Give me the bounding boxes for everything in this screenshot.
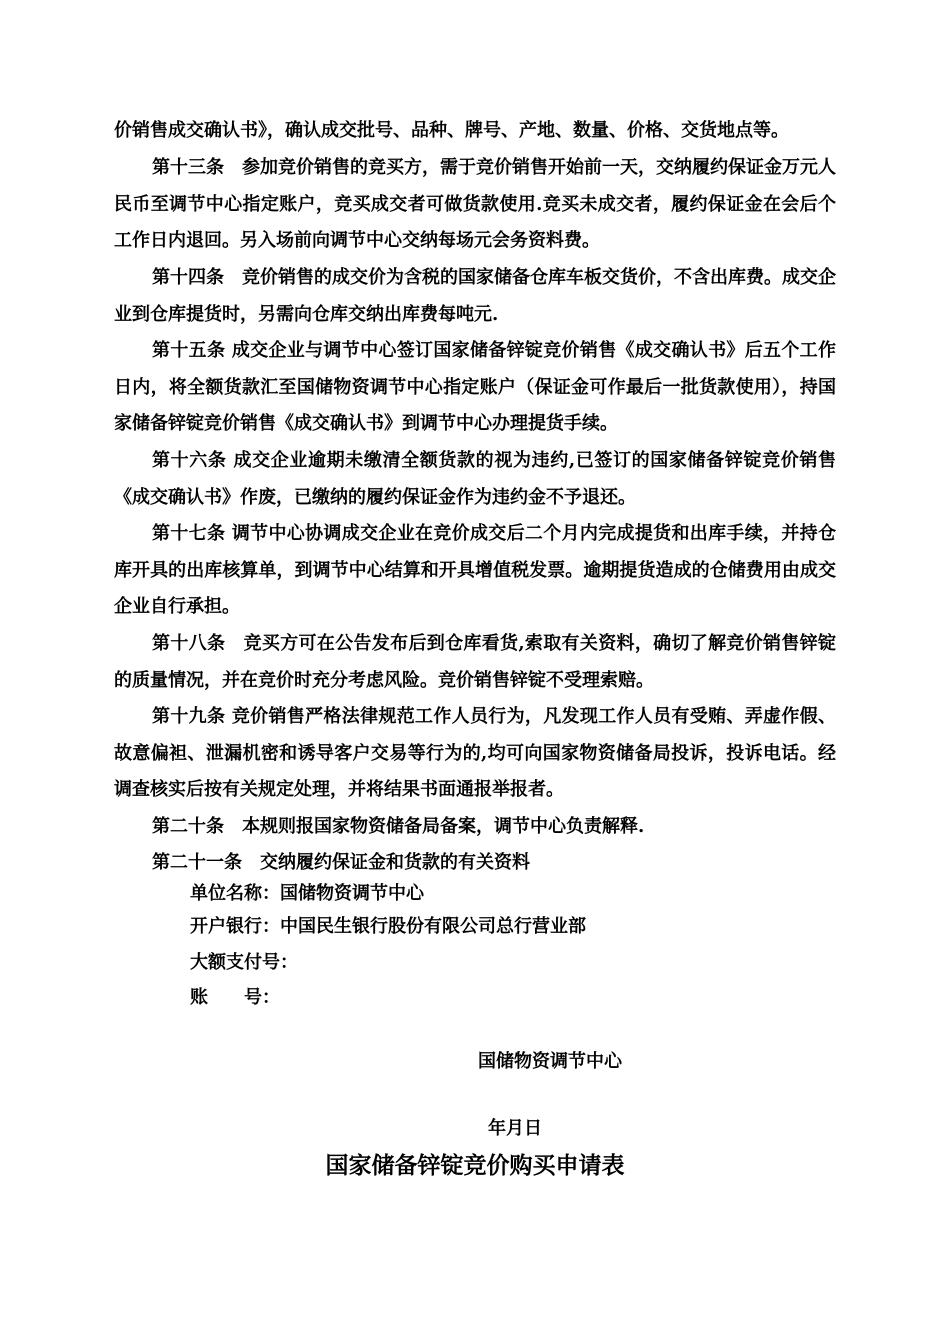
article-17: 第十七条 调节中心协调成交企业在竞价成交后二个月内完成提货和出库手续，并持仓库开具的出库核算单，到调节中心结算和开具增值税发票。逾期提货造成的仓储费用由成交企业自行承担。: [114, 523, 836, 618]
article-18: 第十八条 竞买方可在公告发布后到仓库看货,索取有关资料，确切了解竞价销售锌锭的质量情况，并在竞价时充分考虑风险。竞价销售锌锭不受理索赔。: [114, 633, 836, 691]
article-13: 第十三条 参加竞价销售的竞买方，需于竞价销售开始前一天，交纳履约保证金万元人民币至调节中心指定账户，竞买成交者可做货款使用.竞买未成交者，履约保证金在会后个工作日内退回。另入场前向调节中心交纳每场元会务资料费。: [114, 157, 836, 252]
article-14: 第十四条 竞价销售的成交价为含税的国家储备仓库车板交货价，不含出库费。成交企业到仓库提货时，另需向仓库交纳出库费每吨元.: [114, 267, 836, 325]
signature-date: 年月日: [488, 1118, 542, 1139]
account-payment-number: 大额支付号：: [190, 952, 298, 973]
account-number: 账 号：: [190, 987, 280, 1008]
article-16: 第十六条 成交企业逾期未缴清全额货款的视为违约,已签订的国家储备锌锭竞价销售《成交确认书》作废，已缴纳的履约保证金作为违约金不予退还。: [114, 450, 836, 508]
article-19: 第十九条 竞价销售严格法律规范工作人员行为，凡发现工作人员有受贿、弄虚作假、故意偏袒、泄漏机密和诱导客户交易等行为的,均可向国家物资储备局投诉，投诉电话。经调查核实后按有关规定处理，并将结果书面通报举报者。: [114, 706, 836, 801]
article-21: 第二十一条 交纳履约保证金和货款的有关资料: [152, 852, 530, 873]
account-unit-name: 单位名称：国储物资调节中心: [190, 883, 424, 904]
form-title: 国家储备锌锭竞价购买申请表: [325, 1152, 625, 1179]
article-20: 第二十条 本规则报国家物资储备局备案，调节中心负责解释.: [152, 816, 645, 837]
signature-organization: 国储物资调节中心: [478, 1051, 622, 1072]
account-bank: 开户银行：中国民生银行股份有限公司总行营业部: [190, 916, 586, 937]
article-15: 第十五条 成交企业与调节中心签订国家储备锌锭竞价销售《成交确认书》后五个工作日内，将全额货款汇至国储物资调节中心指定账户（保证金可作最后一批货款使用），持国家储备锌锭竞价销售《成交确认书》到调节中心办理提货手续。: [114, 340, 836, 435]
paragraph-continuation: 价销售成交确认书》，确认成交批号、品种、牌号、产地、数量、价格、交货地点等。: [114, 120, 789, 141]
